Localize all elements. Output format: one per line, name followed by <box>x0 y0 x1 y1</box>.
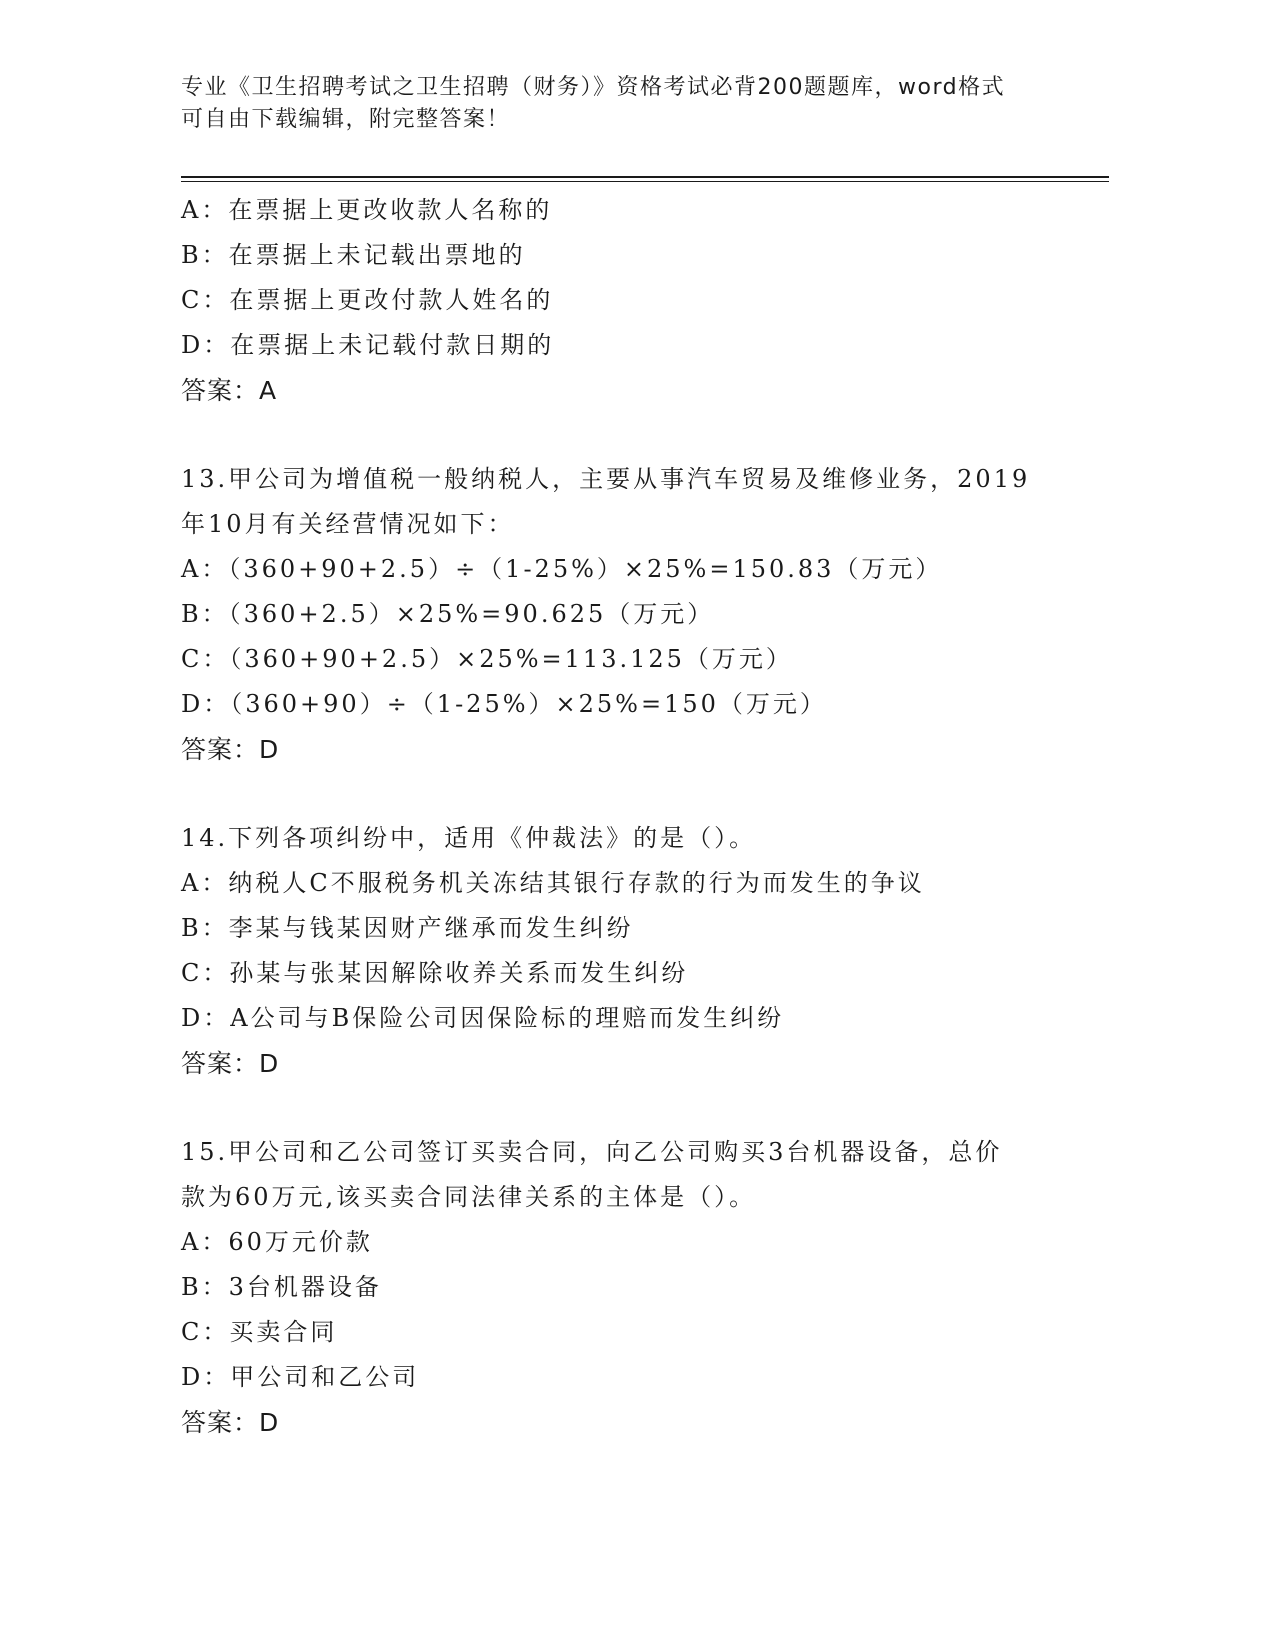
block-spacer <box>181 1086 1081 1130</box>
answer-option: A：在票据上更改收款人名称的 <box>181 196 553 224</box>
answer-option: D：A公司与B保险公司因保险标的理赔而发生纠纷 <box>181 1004 785 1032</box>
correct-answer: 答案：D <box>181 735 280 764</box>
answer-option: C：（360+90+2.5）×25%=113.125（万元） <box>181 645 793 673</box>
answer-option: B：3台机器设备 <box>181 1273 382 1301</box>
answer-option: A：纳税人C不服税务机关冻结其银行存款的行为而发生的争议 <box>181 869 925 897</box>
answer-option: D：（360+90）÷（1-25%）×25%=150（万元） <box>181 690 827 718</box>
answer-option: A：60万元价款 <box>181 1228 373 1256</box>
answer-option: D：在票据上未记载付款日期的 <box>181 331 555 359</box>
question-block <box>181 1086 1081 1445</box>
question-block <box>181 188 1081 413</box>
correct-answer: 答案：D <box>181 1049 280 1078</box>
answer-option: B：在票据上未记载出票地的 <box>181 241 526 269</box>
header-divider-thick <box>181 176 1109 178</box>
header-divider-thin <box>181 181 1109 182</box>
question-text: 15.甲公司和乙公司签订买卖合同，向乙公司购买3台机器设备，总价 <box>181 1138 1003 1166</box>
question-text: 14.下列各项纠纷中，适用《仲裁法》的是（）。 <box>181 824 757 852</box>
block-spacer <box>181 772 1081 816</box>
question-text: 款为60万元,该买卖合同法律关系的主体是（）。 <box>181 1183 757 1211</box>
answer-option: B：（360+2.5）×25%=90.625（万元） <box>181 600 715 628</box>
question-block <box>181 772 1081 1086</box>
correct-answer: 答案：A <box>181 376 278 405</box>
document-header <box>181 72 1061 136</box>
header-line-1: 专业《卫生招聘考试之卫生招聘（财务）》资格考试必背200题题库，word格式 <box>181 75 1006 100</box>
answer-option: C：买卖合同 <box>181 1318 338 1346</box>
header-line-2: 可自由下载编辑，附完整答案！ <box>181 107 511 132</box>
answer-option: A：（360+90+2.5）÷（1-25%）×25%=150.83（万元） <box>181 555 943 583</box>
correct-answer: 答案：D <box>181 1408 280 1437</box>
question-text: 年10月有关经营情况如下： <box>181 510 515 538</box>
answer-option: B：李某与钱某因财产继承而发生纠纷 <box>181 914 634 942</box>
answer-option: C：在票据上更改付款人姓名的 <box>181 286 554 314</box>
answer-option: D：甲公司和乙公司 <box>181 1363 420 1391</box>
question-text: 13.甲公司为增值税一般纳税人，主要从事汽车贸易及维修业务，2019 <box>181 465 1031 493</box>
answer-option: C：孙某与张某因解除收养关系而发生纠纷 <box>181 959 689 987</box>
question-block <box>181 413 1081 772</box>
question-list <box>181 188 1081 1445</box>
block-spacer <box>181 413 1081 457</box>
